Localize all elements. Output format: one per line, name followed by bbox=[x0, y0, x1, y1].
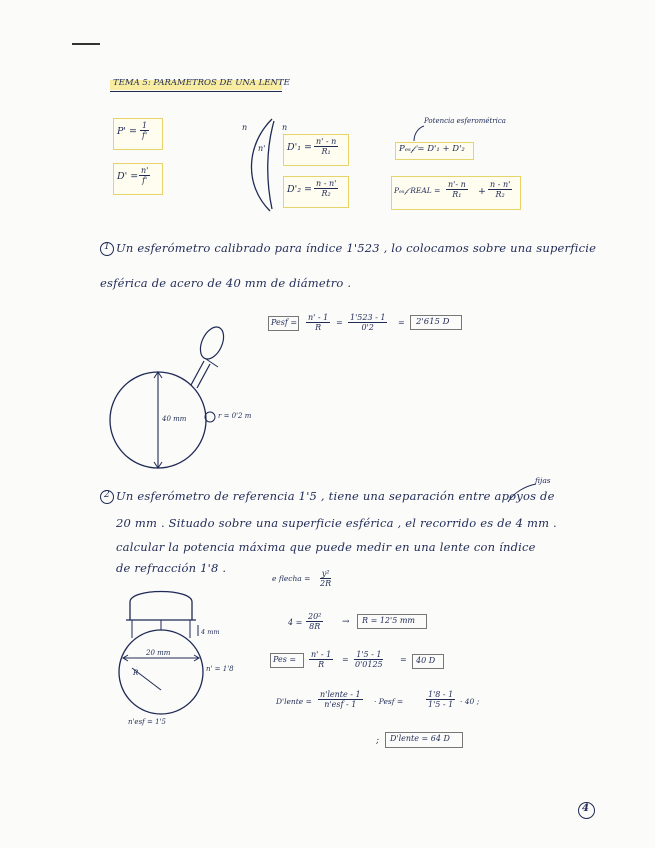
formula-d2-lhs: D'₂ = bbox=[287, 184, 313, 195]
problem2-eq1-lhs: e flecha = bbox=[272, 574, 311, 583]
problem2-diagram-r: R bbox=[133, 669, 139, 677]
problem2-eq2-frac bbox=[306, 612, 323, 631]
formula-d-frac bbox=[139, 166, 150, 185]
problem2-eq4-num: n'lente - 1 bbox=[320, 690, 361, 699]
problem2-diagram-n: n' = 1'8 bbox=[206, 665, 234, 673]
formula-p-lhs: P' = bbox=[117, 126, 137, 137]
page-number: 4 bbox=[582, 803, 589, 814]
problem1-eq-frac2 bbox=[348, 313, 387, 332]
problem2-line2: 20 mm . Situado sobre una superficie esférica , el recorrido es de 4 mm . bbox=[116, 516, 557, 530]
problem1-eq-den1: R bbox=[315, 323, 322, 332]
problem2-eq3-equals2: = bbox=[400, 655, 407, 664]
problem2-eq3-lhs: Pes = bbox=[273, 655, 297, 664]
problem2-line3: calcular la potencia máxima que puede medir en una lente con índice bbox=[116, 540, 536, 554]
formula-d1-den: R₁ bbox=[321, 147, 331, 156]
margin-mark bbox=[72, 43, 100, 45]
problem2-eq3-den1: R bbox=[318, 660, 325, 669]
formula-d1-lhs: D'₁ = bbox=[287, 142, 313, 153]
problem2-eq2-arrow: → bbox=[342, 617, 350, 627]
problem1-eq-lhs: Pesf = bbox=[271, 318, 298, 327]
problem2-fijas: fijas bbox=[535, 476, 551, 485]
problem2-eq4-num2: 1'8 - 1 bbox=[428, 690, 454, 699]
formula-d-lhs: D' = bbox=[117, 171, 139, 182]
problem2-diagram-nesf: n'esf = 1'5 bbox=[128, 718, 166, 726]
formula-pesf: Pₑₛ𝒻 = D'₁ + D'₂ bbox=[399, 144, 465, 154]
problem1-eq-equals2: = bbox=[398, 318, 405, 327]
problem1-eq-den2: 0'2 bbox=[361, 323, 374, 332]
formula-p-frac bbox=[140, 121, 149, 140]
problem2-eq3-num1: n' - 1 bbox=[311, 650, 332, 659]
problem2-eq4-lhs: D'lente = bbox=[276, 697, 312, 706]
problem1-eq-result: 2'615 D bbox=[416, 317, 450, 327]
problem2-eq3-result: 40 D bbox=[416, 656, 436, 665]
problem2-eq3-frac2 bbox=[353, 650, 385, 669]
problem2-eq3-equals1: = bbox=[342, 655, 349, 664]
problem2-eq3-num2: 1'5 - 1 bbox=[356, 650, 382, 659]
formula-pesf-real-lhs: Pₑₛ𝒻 REAL = bbox=[394, 186, 441, 195]
lens-n-inner: n' bbox=[258, 144, 266, 153]
problem1-line1: Un esferómetro calibrado para índice 1'523 , lo colocamos sobre una superficie bbox=[116, 241, 597, 255]
formula-d1-num: n' - n bbox=[316, 137, 337, 146]
problem2-eq4-frac bbox=[318, 690, 363, 709]
problem2-line4: de refracción 1'8 . bbox=[116, 561, 227, 575]
problem1-label-40mm: 40 mm bbox=[162, 415, 187, 423]
formula-d-den: f' bbox=[142, 176, 148, 185]
problem2-number: 2 bbox=[104, 490, 110, 500]
formula-d2-den: R₂ bbox=[321, 189, 331, 198]
problem2-eq4-den2: 1'5 - 1 bbox=[428, 700, 454, 709]
problem2-eq3-den2: 0'0125 bbox=[355, 660, 383, 669]
formula-pesf-real-frac1 bbox=[446, 180, 468, 199]
problem2-eq2-num: 20² bbox=[308, 612, 322, 621]
problem2-eq2-result: R = 12'5 mm bbox=[362, 616, 415, 625]
formula-pesf-real-num2: n - n' bbox=[490, 180, 511, 189]
problem1-label-r: r = 0'2 m bbox=[218, 412, 252, 420]
title-underline bbox=[110, 91, 282, 92]
problem2-diagram-20mm: 20 mm bbox=[146, 649, 171, 657]
problem2-eq4-tail: · 40 ; bbox=[460, 697, 480, 706]
formula-pesf-real-plus: + bbox=[478, 186, 486, 197]
page-title: TEMA 5: PARAMETROS DE UNA LENTE bbox=[113, 78, 290, 88]
problem2-eq2-lhs: 4 = bbox=[288, 618, 303, 627]
formula-p-num: 1 bbox=[142, 121, 148, 130]
formula-d-num: n' bbox=[141, 166, 149, 175]
problem2-eq2-den: 8R bbox=[309, 622, 321, 631]
formula-pesf-real-den2: R₂ bbox=[495, 190, 505, 199]
problem1-eq-num2: 1'523 - 1 bbox=[350, 313, 386, 322]
potencia-arrow bbox=[408, 124, 428, 144]
lens-n-right: n bbox=[282, 123, 288, 132]
formula-pesf-real-den1: R₁ bbox=[452, 190, 462, 199]
problem2-eq1-frac bbox=[318, 569, 333, 588]
formula-d1-frac bbox=[314, 137, 338, 156]
problem1-number: 1 bbox=[104, 242, 110, 252]
problem1-eq-num1: n' - 1 bbox=[308, 313, 329, 322]
problem2-eq4-frac2 bbox=[426, 690, 455, 709]
problem2-line1: Un esferómetro de referencia 1'5 , tiene una separación entre apoyos de bbox=[116, 489, 555, 503]
problem1-eq-frac1 bbox=[306, 313, 330, 332]
problem2-eq3-frac1 bbox=[309, 650, 333, 669]
formula-d2-num: n - n' bbox=[316, 179, 337, 188]
problem2-eq5-semicolon: ; bbox=[376, 736, 380, 746]
problem1-eq-equals1: = bbox=[336, 318, 343, 327]
problem2-eq1-num: y² bbox=[321, 569, 330, 578]
problem2-eq4-den: n'esf - 1 bbox=[324, 700, 357, 709]
problem2-eq5-result: D'lente = 64 D bbox=[390, 734, 450, 743]
formula-pesf-real-num1: n'- n bbox=[448, 180, 466, 189]
formula-p-den: f' bbox=[142, 131, 148, 140]
formula-pesf-real-frac2 bbox=[488, 180, 512, 199]
lens-n-left: n bbox=[242, 123, 248, 132]
problem2-diagram-4mm: 4 mm bbox=[201, 628, 220, 636]
problem1-spherometer-diagram bbox=[100, 315, 240, 470]
formula-d2-frac bbox=[314, 179, 338, 198]
problem1-line2: esférica de acero de 40 mm de diámetro . bbox=[100, 276, 352, 290]
potencia-label: Potencia esferométrica bbox=[424, 117, 506, 125]
problem2-eq1-den: 2R bbox=[320, 579, 332, 588]
problem2-eq4-mid: · Pesf = bbox=[374, 697, 404, 706]
